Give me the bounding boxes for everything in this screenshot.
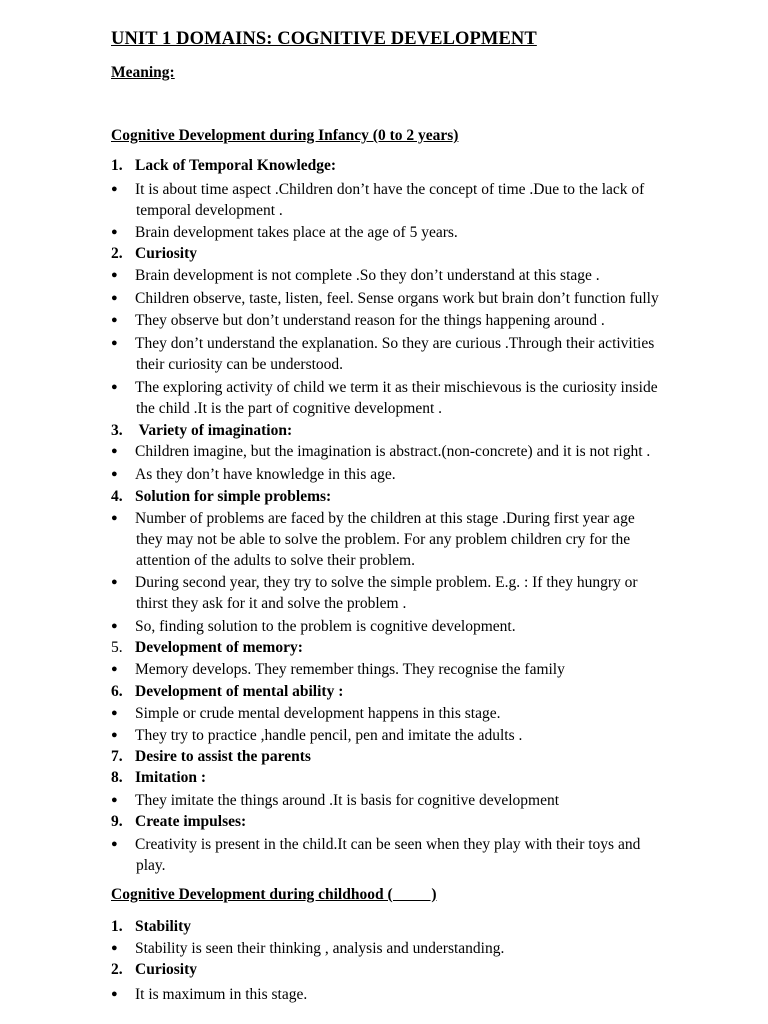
numbered-item: 2. Curiosity	[111, 245, 197, 262]
section-heading-infancy: Cognitive Development during Infancy (0 to 2 years)	[111, 127, 459, 144]
bullet-item: ● Brain development takes place at the age of 5 years.	[111, 224, 458, 241]
bullet-item: ● Children imagine, but the imagination is abstract.(non-concrete) and it is not right .	[111, 443, 651, 460]
bullet-icon: ●	[111, 468, 118, 480]
bullet-icon: ●	[111, 663, 118, 675]
bullet-icon: ●	[111, 337, 118, 349]
bullet-item: ● Creativity is present in the child.It can be seen when they play with their toys and	[111, 836, 641, 853]
numbered-item: 3. Variety of imagination:	[111, 422, 293, 439]
numbered-item: 1. Lack of Temporal Knowledge:	[111, 157, 337, 174]
bullet-icon: ●	[111, 445, 118, 457]
bullet-item: ● They observe but don’t understand reason for the things happening around .	[111, 312, 605, 329]
bullet-icon: ●	[111, 269, 118, 281]
bullet-continuation: play.	[136, 857, 166, 874]
numbered-item: 9. Create impulses:	[111, 813, 247, 830]
bullet-item: ● Memory develops. They remember things. They recognise the family	[111, 661, 565, 678]
bullet-icon: ●	[111, 512, 118, 524]
bullet-icon: ●	[111, 226, 118, 238]
bullet-icon: ●	[111, 942, 118, 954]
numbered-item: 4. Solution for simple problems:	[111, 488, 332, 505]
bullet-icon: ●	[111, 988, 118, 1000]
bullet-item: ● Number of problems are faced by the children at this stage .During first year age	[111, 510, 635, 527]
bullet-icon: ●	[111, 838, 118, 850]
bullet-icon: ●	[111, 707, 118, 719]
bullet-item: ● It is about time aspect .Children don’t have the concept of time .Due to the lack of	[111, 181, 645, 198]
bullet-continuation: temporal development .	[136, 202, 283, 219]
bullet-item: ● They imitate the things around .It is basis for cognitive development	[111, 792, 560, 809]
bullet-icon: ●	[111, 794, 118, 806]
numbered-item: 2. Curiosity	[111, 961, 197, 978]
bullet-continuation: the child .It is the part of cognitive development .	[136, 400, 443, 417]
bullet-item: ● So, finding solution to the problem is cognitive development.	[111, 618, 516, 635]
bullet-icon: ●	[111, 620, 118, 632]
numbered-item: 6. Development of mental ability :	[111, 683, 344, 700]
bullet-icon: ●	[111, 314, 118, 326]
bullet-icon: ●	[111, 183, 118, 195]
bullet-icon: ●	[111, 381, 118, 393]
section-heading-childhood: Cognitive Development during childhood ( )	[111, 886, 437, 903]
bullet-icon: ●	[111, 292, 118, 304]
bullet-item: ● The exploring activity of child we term it as their mischievous is the curiosity inside	[111, 379, 658, 396]
meaning-heading: Meaning:	[111, 64, 175, 81]
numbered-item: 8. Imitation :	[111, 769, 207, 786]
bullet-item: ● Simple or crude mental development happens in this stage.	[111, 705, 501, 722]
bullet-item: ● During second year, they try to solve the simple problem. E.g. : If they hungry or	[111, 574, 638, 591]
numbered-item: 7. Desire to assist the parents	[111, 748, 311, 765]
bullet-item: ● They don’t understand the explanation. So they are curious .Through their activities	[111, 335, 655, 352]
bullet-item: ● Stability is seen their thinking , analysis and understanding.	[111, 940, 505, 957]
bullet-item: ● It is maximum in this stage.	[111, 986, 308, 1003]
numbered-item: 5. Development of memory:	[111, 639, 303, 656]
bullet-icon: ●	[111, 576, 118, 588]
bullet-icon: ●	[111, 729, 118, 741]
bullet-continuation: attention of the adults to solve their problem.	[136, 552, 415, 569]
page-title: UNIT 1 DOMAINS: COGNITIVE DEVELOPMENT	[111, 29, 537, 49]
bullet-item: ● They try to practice ,handle pencil, pen and imitate the adults .	[111, 727, 523, 744]
numbered-item: 1. Stability	[111, 918, 191, 935]
bullet-continuation: they may not be able to solve the problem. For any problem children cry for the	[136, 531, 631, 548]
bullet-item: ● Brain development is not complete .So they don’t understand at this stage .	[111, 267, 600, 284]
bullet-item: ● As they don’t have knowledge in this age.	[111, 466, 396, 483]
bullet-item: ● Children observe, taste, listen, feel. Sense organs work but brain don’t function fully	[111, 290, 659, 307]
bullet-continuation: thirst they ask for it and solve the problem .	[136, 595, 407, 612]
bullet-continuation: their curiosity can be understood.	[136, 356, 344, 373]
